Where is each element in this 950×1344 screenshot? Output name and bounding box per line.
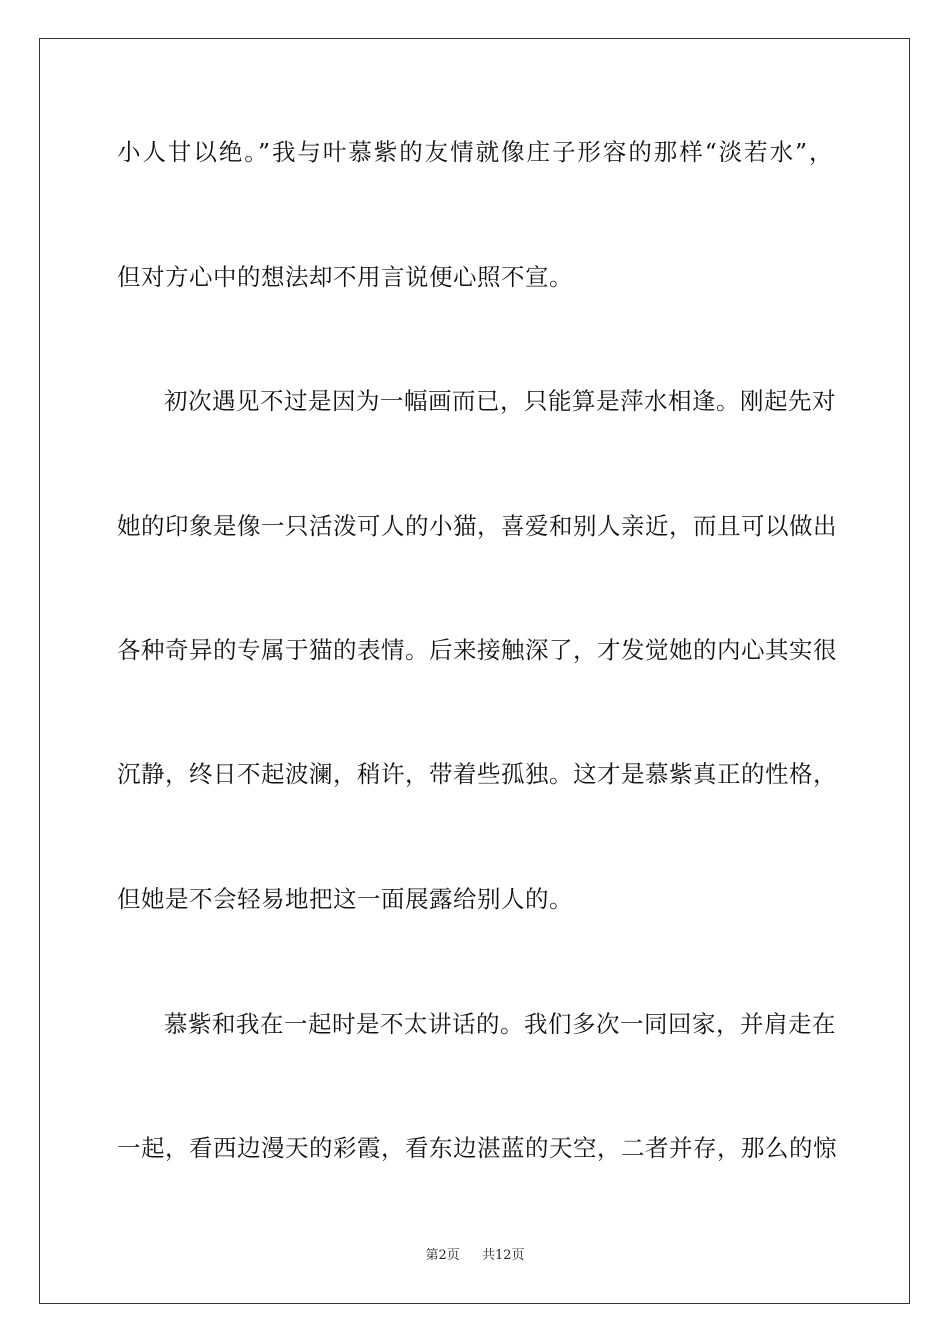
paragraph-line: 各种奇异的专属于猫的表情。后来接触深了，才发觉她的内心其实很: [117, 636, 837, 664]
paragraph-line: 小人甘以绝。”我与叶慕紫的友情就像庄子形容的那样“淡若水”，: [117, 138, 833, 166]
paragraph-line: 一起，看西边漫天的彩霞，看东边湛蓝的天空，二者并存，那么的惊: [117, 1134, 837, 1162]
paragraph-line: 她的印象是像一只活泼可人的小猫，喜爱和别人亲近，而且可以做出: [117, 512, 837, 540]
page-number: 第2页: [425, 1248, 460, 1263]
paragraph-line: 慕紫和我在一起时是不太讲话的。我们多次一同回家，并肩走在: [164, 1010, 836, 1038]
page-footer: [0, 1247, 950, 1265]
paragraph-line: 但对方心中的想法却不用言说便心照不宣。: [117, 263, 573, 291]
paragraph-line: 沉静，终日不起波澜，稍许，带着些孤独。这才是慕紫真正的性格，: [117, 760, 837, 788]
paragraph-line: 但她是不会轻易地把这一面展露给别人的。: [117, 885, 573, 913]
page-total: 共12页: [482, 1248, 525, 1263]
paragraph-line: 初次遇见不过是因为一幅画而已，只能算是萍水相逢。刚起先对: [164, 387, 836, 415]
page-border: [39, 38, 910, 1304]
